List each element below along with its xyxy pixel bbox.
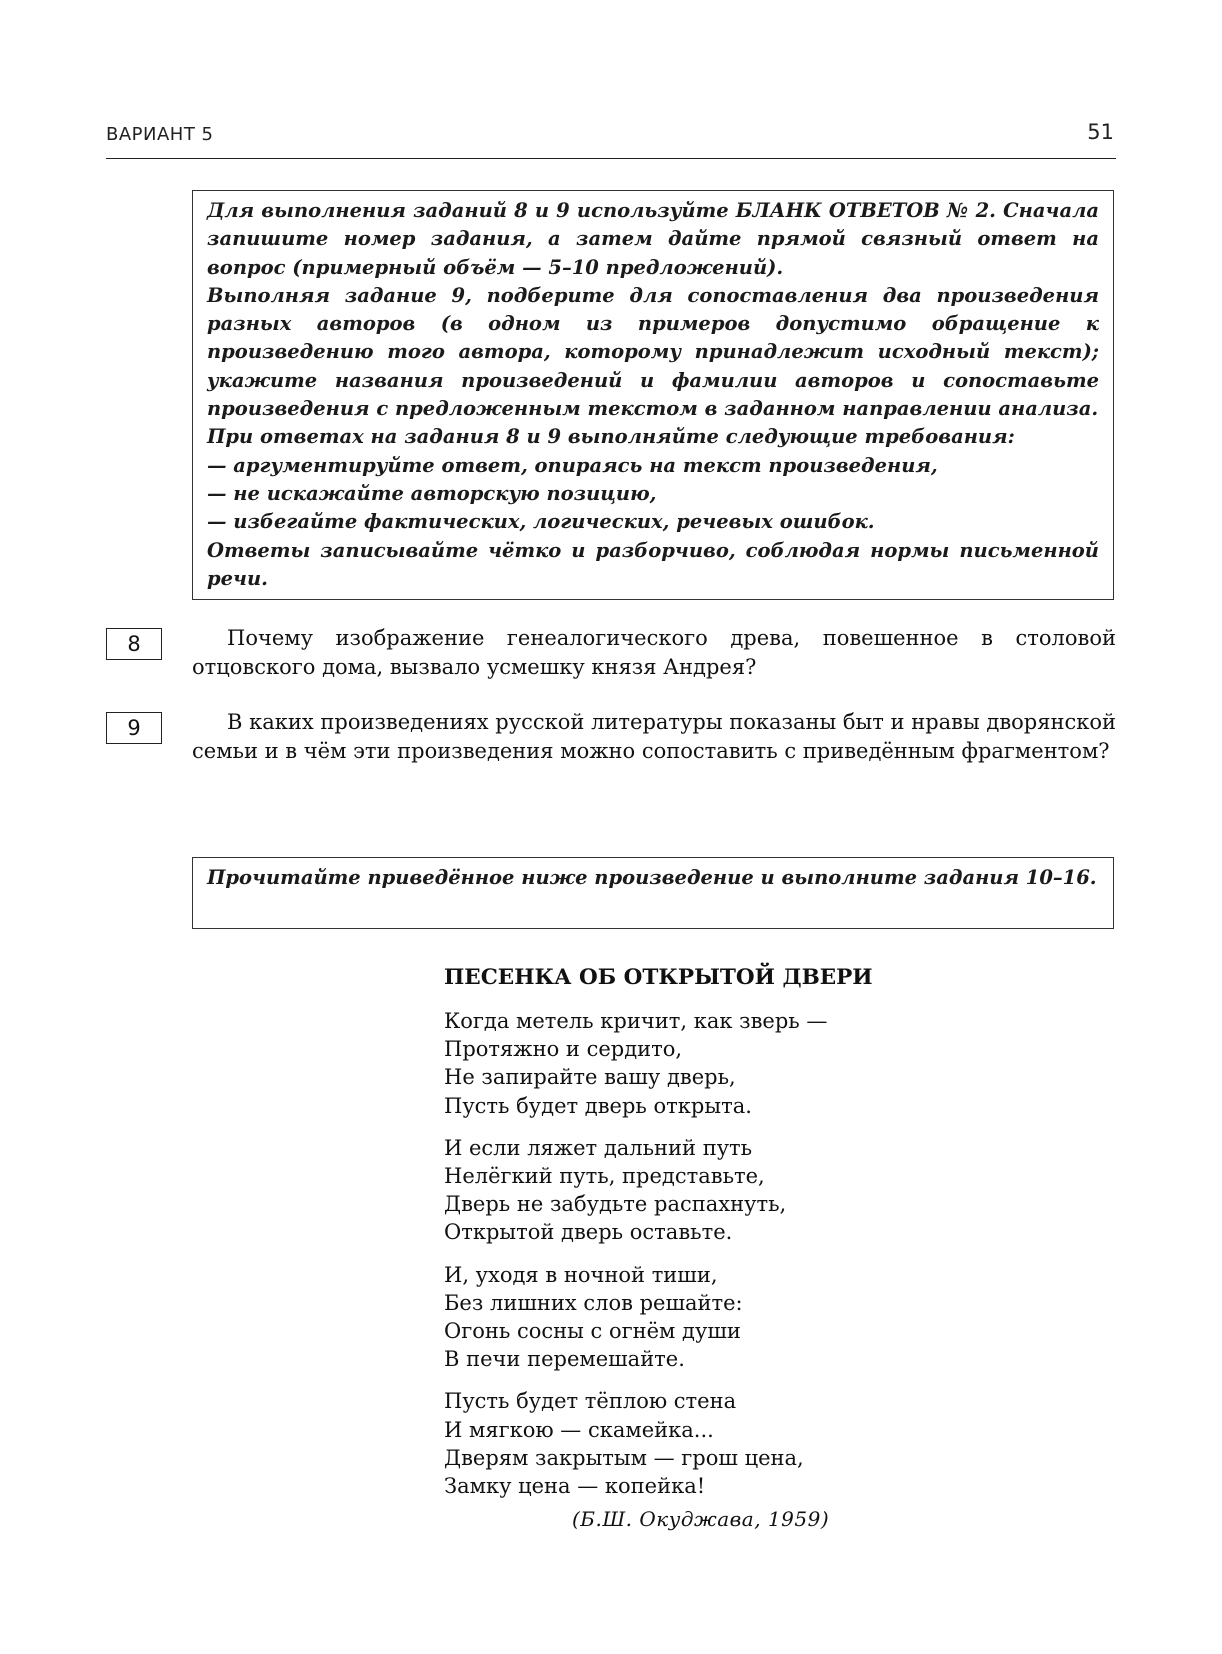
task-question: Почему изображение генеалогического древа, повешенное в столовой отцовского дома, вызвало усмешку князя Андрея? bbox=[192, 626, 1116, 679]
poem-line: Не запирайте вашу дверь, bbox=[444, 1065, 736, 1090]
page-header bbox=[106, 120, 1116, 159]
task-question: В каких произведениях русской литературы показаны быт и нравы дворянской семьи и в чём эти произведения можно сопоставить с приведённым фрагментом? bbox=[192, 710, 1116, 763]
poem-line: Открытой дверь оставьте. bbox=[444, 1220, 733, 1245]
instructions-box bbox=[192, 190, 1114, 600]
poem-line: Пусть будет тёплою стена bbox=[444, 1389, 737, 1414]
read-instruction-box bbox=[192, 857, 1114, 929]
task-number-box: 8 bbox=[106, 628, 162, 660]
poem-line: И если ляжет дальний путь bbox=[444, 1135, 753, 1160]
poem-line: Дверям закрытым — грош цена, bbox=[444, 1445, 804, 1470]
poem-stanza bbox=[444, 1007, 904, 1120]
poem-line: Огонь сосны с огнём души bbox=[444, 1319, 741, 1344]
instruction-paragraph: — аргументируйте ответ, опираясь на текст произведения, bbox=[207, 453, 938, 477]
poem-line: В печи перемешайте. bbox=[444, 1347, 685, 1372]
instruction-paragraph: Для выполнения заданий 8 и 9 используйте БЛАНК ОТВЕТОВ № 2. Сначала запишите номер задания, а затем дайте прямой связный ответ на вопрос (примерный объём — 5–10 предложений). bbox=[207, 199, 1099, 279]
instruction-paragraph: Выполняя задание 9, подберите для сопоставления два произведения разных авторов (в одном из примеров допустимо обращение к произведению того автора, которому принадлежит исходный текст); укажите названия произведений и фамилии авторов и сопоставьте произведения с предложенным текстом в заданном направлении анализа. bbox=[207, 283, 1099, 421]
poem-line: Замку цена — копейка! bbox=[444, 1474, 706, 1499]
poem-line: Нелёгкий путь, представьте, bbox=[444, 1164, 765, 1189]
poem-line: Без лишних слов решайте: bbox=[444, 1290, 743, 1315]
poem-stanza bbox=[444, 1387, 904, 1500]
instruction-paragraph: — избегайте фактических, логических, речевых ошибок. bbox=[207, 510, 875, 534]
poem-title: ПЕСЕНКА ОБ ОТКРЫТОЙ ДВЕРИ bbox=[444, 965, 873, 990]
task-number-box: 9 bbox=[106, 712, 162, 744]
poem-line: Протяжно и сердито, bbox=[444, 1037, 683, 1062]
poem bbox=[444, 963, 904, 1514]
poem-line: Дверь не забудьте распахнуть, bbox=[444, 1192, 787, 1217]
instruction-paragraph: При ответах на задания 8 и 9 выполняйте следующие требования: bbox=[207, 425, 1015, 449]
variant-label: ВАРИАНТ 5 bbox=[106, 124, 214, 145]
poem-line: Когда метель кричит, как зверь — bbox=[444, 1009, 828, 1033]
read-instruction: Прочитайте приведённое ниже произведение и выполните задания 10–16. bbox=[207, 866, 1097, 889]
instruction-paragraph: — не искажайте авторскую позицию, bbox=[207, 481, 657, 505]
poem-line: И, уходя в ночной тиши, bbox=[444, 1262, 718, 1287]
poem-attribution: (Б.Ш. Окуджава, 1959) bbox=[572, 1507, 830, 1531]
poem-line: Пусть будет дверь открыта. bbox=[444, 1093, 752, 1118]
poem-line: И мягкою — скамейка... bbox=[444, 1417, 714, 1442]
page-number: 51 bbox=[1087, 120, 1114, 144]
poem-stanza bbox=[444, 1261, 904, 1374]
instruction-paragraph: Ответы записывайте чётко и разборчиво, соблюдая нормы письменной речи. bbox=[207, 538, 1099, 590]
poem-stanza bbox=[444, 1134, 904, 1247]
